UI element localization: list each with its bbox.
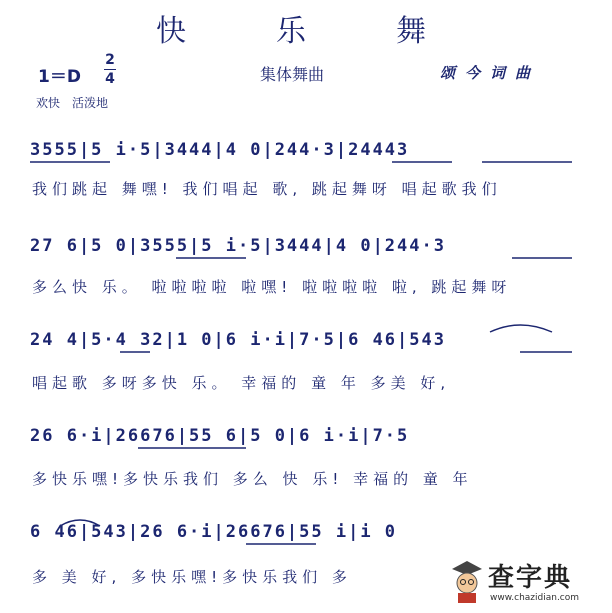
key-signature: 1＝D xyxy=(38,67,81,87)
lyric-row-3: 唱起歌 多呀多快 乐。 幸福的 童 年 多美 好, xyxy=(32,374,451,392)
time-signature-top: 2 xyxy=(105,52,115,68)
time-signature-bottom: 4 xyxy=(105,71,115,87)
scholar-mascot-icon xyxy=(448,557,486,605)
slur-arc xyxy=(490,325,552,332)
song-title: 快 乐 舞 xyxy=(156,14,456,49)
notation-row-2: 27 6|5 0|3555|5 i·5|3444|4 0|244·3 xyxy=(30,236,446,256)
lyric-row-2: 多么快 乐。 啦啦啦啦 啦嘿! 啦啦啦啦 啦, 跳起舞呀 xyxy=(32,278,512,296)
watermark xyxy=(448,553,608,611)
notation-row-1: 3555|5 i·5|3444|4 0|244·3|24443 xyxy=(30,140,410,160)
notation-row-3: 24 4|5·4 32|1 0|6 i·i|7·5|6 46|543 xyxy=(30,330,446,350)
subtitle: 集体舞曲 xyxy=(260,65,325,84)
watermark-url: www.chazidian.com xyxy=(490,593,580,603)
lyric-row-4: 多快乐嘿!多快乐我们 多么 快 乐! 幸福的 童 年 xyxy=(32,470,473,488)
notation-row-4: 26 6·i|26676|55 6|5 0|6 i·i|7·5 xyxy=(30,426,410,446)
lyric-row-1: 我们跳起 舞嘿! 我们唱起 歌, 跳起舞呀 唱起歌我们 xyxy=(32,180,502,198)
slur-arc xyxy=(60,520,100,526)
notation-row-5: 6 46|543|26 6·i|26676|55 i|i 0 xyxy=(30,522,398,542)
watermark-brand: 查字典 xyxy=(488,563,573,593)
tempo-marking: 欢快 活泼地 xyxy=(36,96,109,110)
credit: 颂今词曲 xyxy=(440,64,541,82)
lyric-row-5: 多 美 好, 多快乐嘿!多快乐我们 多 xyxy=(32,568,352,586)
